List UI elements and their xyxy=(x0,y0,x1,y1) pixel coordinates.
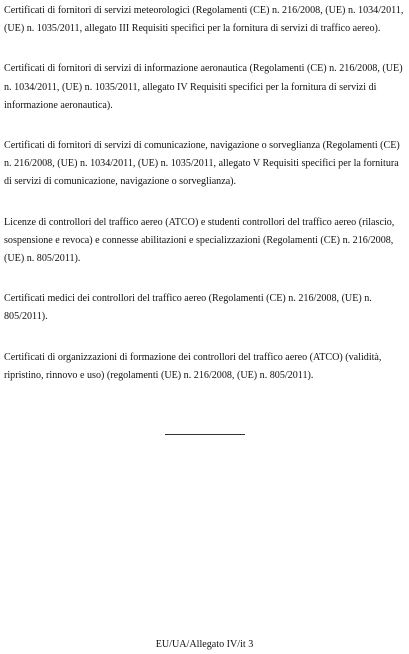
document-body xyxy=(4,2,406,407)
page-footer: EU/UA/Allegato IV/it 3 xyxy=(155,639,254,650)
paragraph-atco-licences: Licenze di controllori del traffico aereo (ATCO) e studenti controllori del traffico aereo (rilascio, sospensione e revoca) e connesse abilitazioni e specializzazioni (Regolamenti (CE) n. 216/2008, (UE) n. 805/2011). xyxy=(4,216,395,265)
paragraph-meteorological-services: Certificati di fornitori di servizi meteorologici (Regolamenti (CE) n. 216/2008, (UE) n. 1034/2011, (UE) n. 1035/2011, allegato III Requisiti specifici per la fornitura di servizi di traffico aereo). xyxy=(4,5,404,35)
section-divider xyxy=(165,434,245,435)
paragraph-atco-training-organisations: Certificati di organizzazioni di formazione dei controllori del traffico aereo (ATCO) (validità, ripristino, rinnovo e uso) (regolamenti (UE) n. 216/2008, (UE) n. 805/2011). xyxy=(4,351,382,381)
paragraph-atco-medical-certificates: Certificati medici dei controllori del traffico aereo (Regolamenti (CE) n. 216/2008, (UE) n. 805/2011). xyxy=(4,293,372,323)
paragraph-aeronautical-information-services: Certificati di fornitori di servizi di informazione aeronautica (Regolamenti (CE) n. 216/2008, (UE) n. 1034/2011, (UE) n. 1035/2011, allegato IV Requisiti specifici per la fornitura di servizi di informazione aeronautica). xyxy=(4,63,403,111)
paragraph-cns-services: Certificati di fornitori di servizi di comunicazione, navigazione o sorveglianza (Regolamenti (CE) n. 216/2008, (UE) n. 1034/2011, (UE) n. 1035/2011, allegato V Requisiti specifici per la fornitura di servizi di comunicazione, navigazione o sorveglianza). xyxy=(4,140,400,188)
